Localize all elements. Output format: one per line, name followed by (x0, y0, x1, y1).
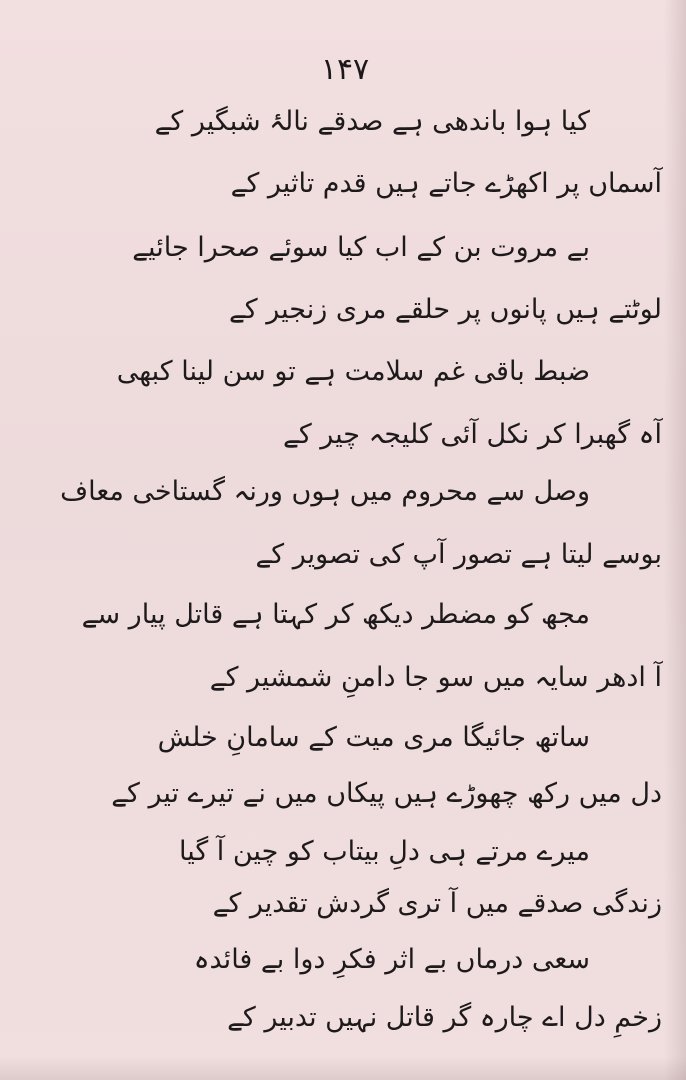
verse-line-14: زندگی صدقے میں آ تری گردش تقدیر کے (212, 888, 662, 919)
verse-line-1: کیا ہوا باندھی ہے صدقے نالۂ شبگیر کے (154, 106, 590, 137)
page-bottom-shadow (0, 1056, 686, 1080)
verse-line-7: وصل سے محروم میں ہوں ورنہ گستاخی معاف (60, 476, 590, 507)
verse-line-11: ساتھ جائیگا مری میت کے سامانِ خلش (157, 722, 590, 753)
page-edge-shadow (664, 0, 686, 1080)
verse-line-15: سعی درماں بے اثر فکرِ دوا بے فائدہ (193, 944, 590, 975)
verse-line-6: آہ گھبرا کر نکل آئی کلیجہ چیر کے (283, 419, 662, 450)
verse-line-5: ضبط باقی غم سلامت ہے تو سن لینا کبھی (116, 356, 590, 387)
verse-line-8: بوسے لیتا ہے تصور آپ کی تصویر کے (255, 539, 662, 570)
verse-line-12: دل میں رکھ چھوڑے ہیں پیکاں میں نے تیرے تیر کے (111, 778, 662, 809)
verse-line-2: آسماں پر اکھڑے جاتے ہیں قدم تاثیر کے (230, 168, 662, 199)
page-number: ۱۴۷ (320, 52, 370, 87)
verse-line-13: میرے مرتے ہی دلِ بیتاب کو چین آ گیا (178, 836, 590, 867)
verse-line-16: زخمِ دل اے چارہ گر قاتل نہیں تدبیر کے (227, 1002, 662, 1033)
verse-line-10: آ ادھر سایہ میں سو جا دامنِ شمشیر کے (209, 662, 662, 693)
verse-line-3: بے مروت بن کے اب کیا سوئے صحرا جائیے (132, 232, 590, 263)
verse-line-4: لوٹتے ہیں پانوں پر حلقے مری زنجیر کے (228, 294, 662, 325)
verse-line-9: مجھ کو مضطر دیکھ کر کہتا ہے قاتل پیار سے (81, 599, 590, 630)
